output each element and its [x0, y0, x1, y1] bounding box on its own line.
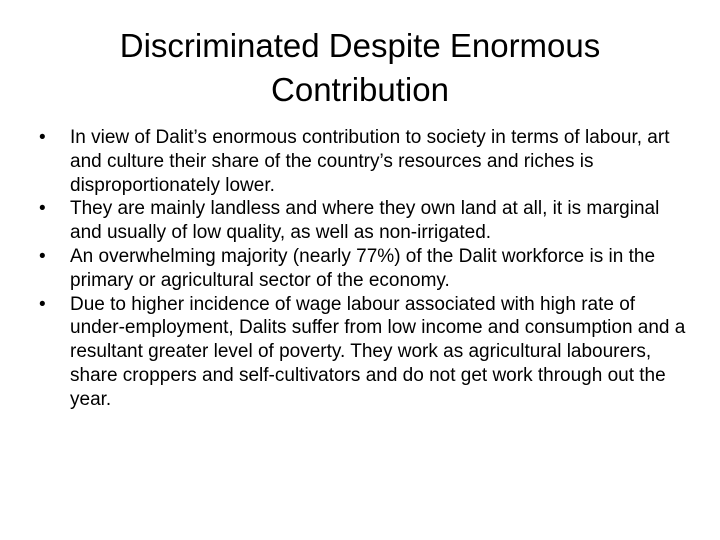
bullet-text: An overwhelming majority (nearly 77%) of the Dalit workforce is in the primary or agricultural sector of the economy.	[70, 245, 656, 291]
bullet-text: They are mainly landless and where they own land at all, it is marginal and usually of low quality, as well as non-irrigated.	[70, 198, 660, 244]
bullet-icon: •	[39, 293, 46, 315]
bullet-icon: •	[39, 245, 46, 267]
bullet-text: Due to higher incidence of wage labour associated with high rate of under-employment, Dalits suffer from low income and consumption and a resultant greater level of poverty. They work as agricultural labourers, share croppers and self-cultivators and do not get work through out the year.	[70, 293, 686, 410]
bullet-icon: •	[39, 127, 46, 148]
bullet-item	[36, 293, 686, 412]
bullet-list	[36, 126, 686, 412]
bullet-icon: •	[39, 198, 46, 220]
bullet-item	[36, 197, 686, 245]
bullet-item	[36, 126, 686, 197]
slide-title: Discriminated Despite Enormous Contribution	[119, 27, 601, 108]
bullet-item	[36, 245, 686, 293]
bullet-text: In view of Dalit’s enormous contribution to society in terms of labour, art and culture their share of the country’s resources and riches is disproportionately lower.	[70, 127, 670, 196]
